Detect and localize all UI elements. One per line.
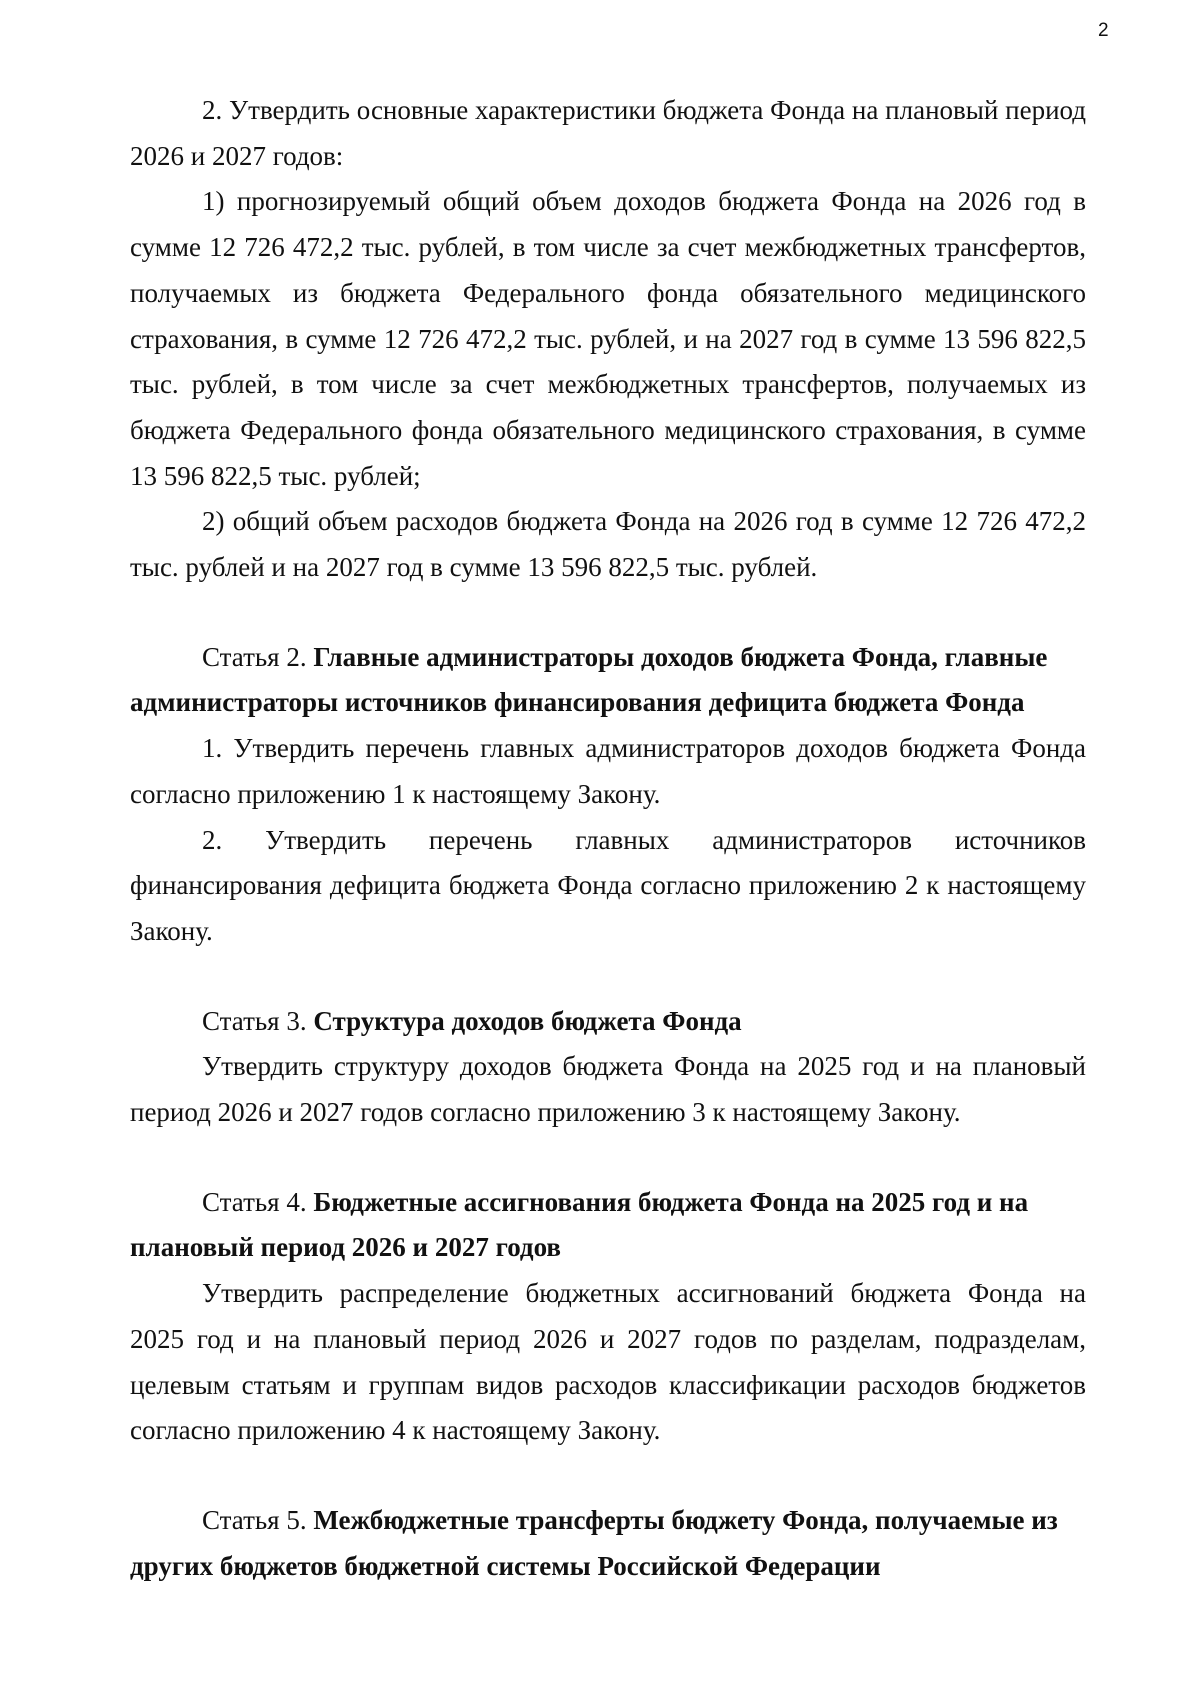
article-3-heading xyxy=(130,999,1086,1045)
article-5-title: Межбюджетные трансферты бюджету Фонда, получаемые из других бюджетов бюджетной системы Российской Федерации xyxy=(130,1504,1058,1581)
document-body xyxy=(130,88,1086,1589)
article-3-title: Структура доходов бюджета Фонда xyxy=(313,1005,742,1036)
article-2-item-1: 1. Утвердить перечень главных администраторов доходов бюджета Фонда согласно приложению 1 к настоящему Закону. xyxy=(130,733,1086,809)
article-4-item-1: Утвердить распределение бюджетных ассигнований бюджета Фонда на 2025 год и на плановый период 2026 и 2027 годов по разделам, подразделам, целевым статьям и группам видов расходов классификации расходов бюджетов согласно приложению 4 к настоящему Закону. xyxy=(130,1278,1086,1446)
article-2-prefix: Статья 2. xyxy=(202,641,314,672)
paragraph-budget-characteristics: 2. Утвердить основные характеристики бюджета Фонда на плановый период 2026 и 2027 годов: xyxy=(130,95,1086,171)
paragraph-revenue-forecast: 1) прогнозируемый общий объем доходов бюджета Фонда на 2026 год в сумме 12 726 472,2 тыс. рублей, в том числе за счет межбюджетных трансфертов, получаемых из бюджета Федерального фонда обязательного медицинского страхования, в сумме 12 726 472,2 тыс. рублей, и на 2027 год в сумме 13 596 822,5 тыс. рублей, в том числе за счет межбюджетных трансфертов, получаемых из бюджета Федерального фонда обязательного медицинского страхования, в сумме 13 596 822,5 тыс. рублей; xyxy=(130,186,1086,491)
article-4-heading xyxy=(130,1180,1086,1271)
article-2-item-2: 2. Утвердить перечень главных администраторов источников финансирования дефицита бюджета Фонда согласно приложению 2 к настоящему Закону. xyxy=(130,824,1086,946)
article-3-item-1: Утвердить структуру доходов бюджета Фонда на 2025 год и на плановый период 2026 и 2027 годов согласно приложению 3 к настоящему Закону. xyxy=(130,1051,1086,1128)
article-2-title: Главные администраторы доходов бюджета Фонда, главные администраторы источников финансирования дефицита бюджета Фонда xyxy=(130,641,1048,718)
page-number: 2 xyxy=(1098,20,1109,41)
article-4-title: Бюджетные ассигнования бюджета Фонда на 2025 год и на плановый период 2026 и 2027 годов xyxy=(130,1186,1029,1263)
article-4-prefix: Статья 4. xyxy=(202,1186,314,1217)
article-5-prefix: Статья 5. xyxy=(202,1504,314,1535)
article-3-prefix: Статья 3. xyxy=(202,1005,314,1036)
article-5-heading xyxy=(130,1498,1086,1589)
paragraph-expenditure-total: 2) общий объем расходов бюджета Фонда на 2026 год в сумме 12 726 472,2 тыс. рублей и на 2027 год в сумме 13 596 822,5 тыс. рублей. xyxy=(130,506,1086,583)
article-2-heading xyxy=(130,635,1086,726)
